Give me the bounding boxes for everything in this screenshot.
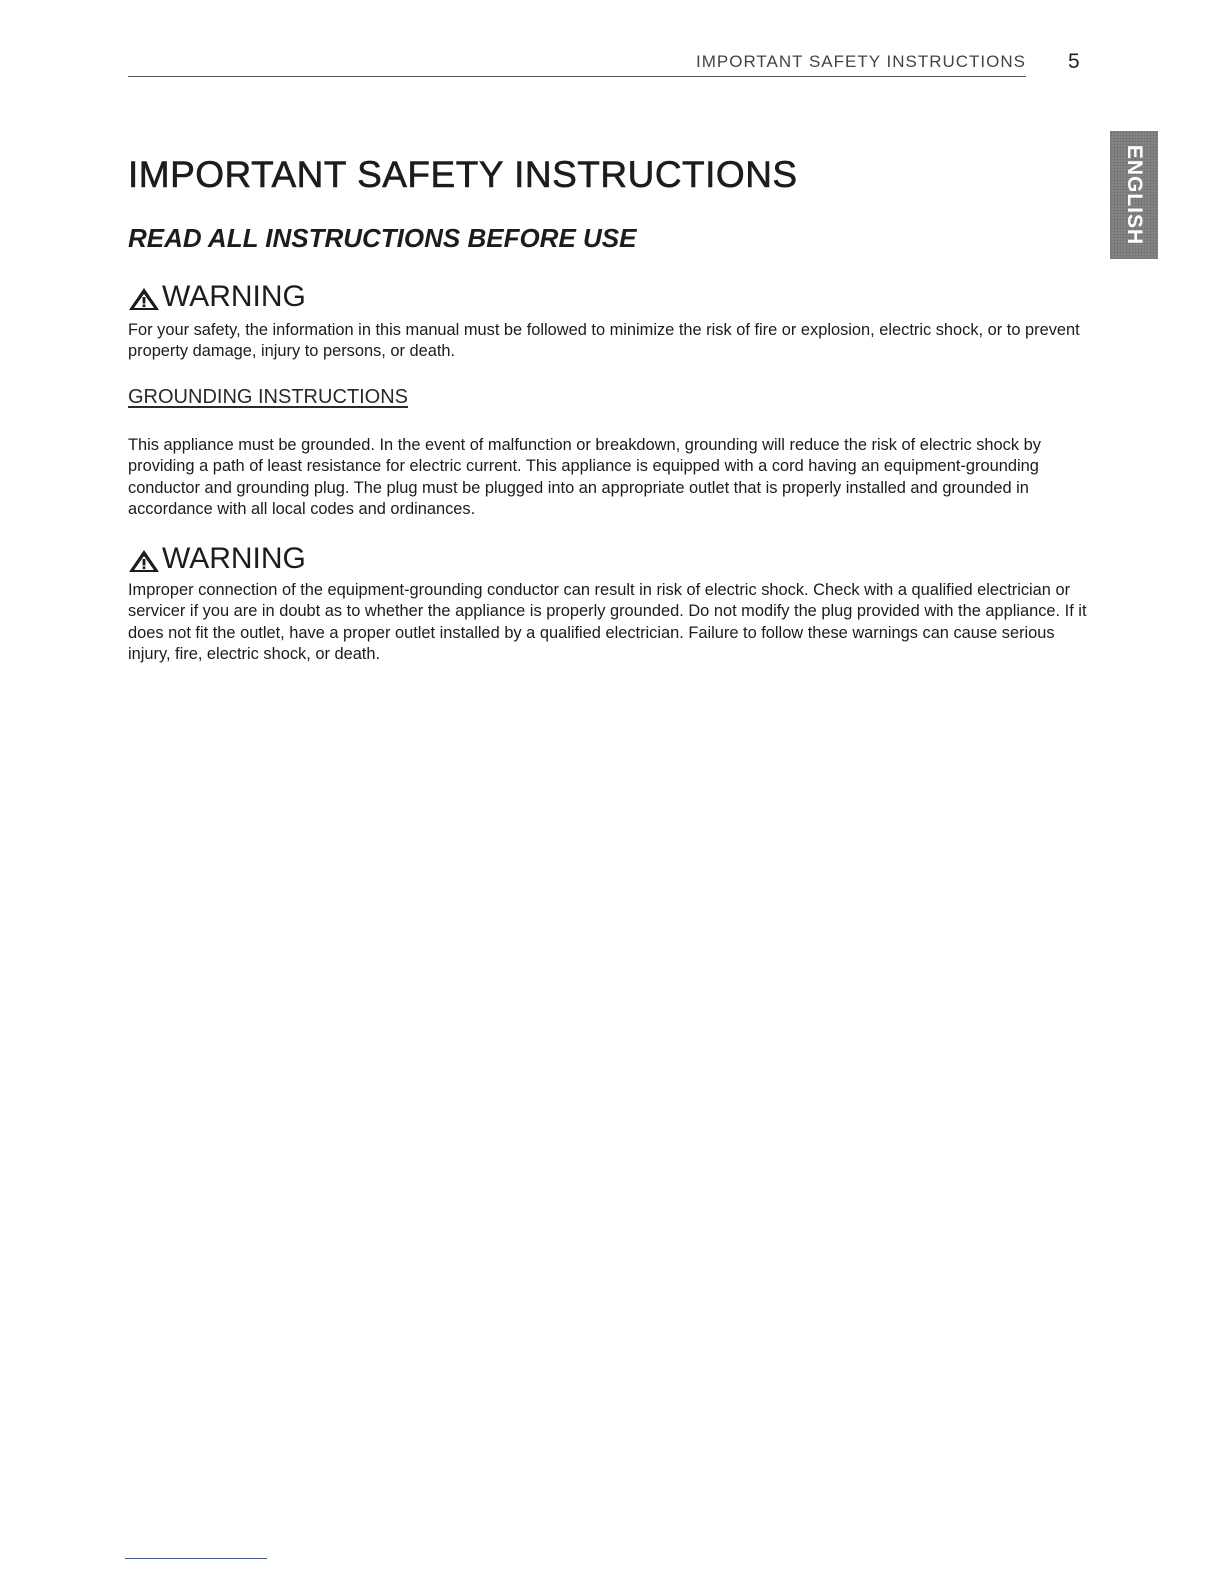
- page-number: 5: [1068, 50, 1080, 73]
- warning-1-text: For your safety, the information in this manual must be followed to minimize the risk of fire or explosion, electric shock, or to prevent property damage, injury to persons, or death.: [128, 321, 1080, 361]
- running-header: [128, 50, 1026, 77]
- running-header-title: IMPORTANT SAFETY INSTRUCTIONS: [696, 52, 1026, 71]
- warning-heading-2-label: WARNING: [162, 542, 306, 575]
- language-tab: [1110, 131, 1158, 259]
- warning-triangle-icon: [128, 285, 160, 309]
- warning-2-text: Improper connection of the equipment-grounding conductor can result in risk of electric shock. Check with a qualified electrician or servicer if you are in doubt as to whether the appliance is properly grounded. Do not modify the plug provided with the appliance. If it does not fit the outlet, have a proper outlet installed by a qualified electrician. Failure to follow these warnings can cause serious injury, fire, electric shock, or death.: [128, 581, 1087, 664]
- page-subtitle: READ ALL INSTRUCTIONS BEFORE USE: [128, 223, 637, 253]
- warning-heading-1: [128, 280, 306, 314]
- warning-heading-2: [128, 542, 306, 576]
- grounding-heading: GROUNDING INSTRUCTIONS: [128, 386, 408, 408]
- grounding-text: This appliance must be grounded. In the event of malfunction or breakdown, grounding will reduce the risk of electric shock by providing a path of least resistance for electric current. This appliance is equipped with a cord having an equipment-grounding conductor and grounding plug. The plug must be plugged into an appropriate outlet that is properly installed and grounded in accordance with all local codes and ordinances.: [128, 436, 1041, 519]
- language-tab-label: ENGLISH: [1123, 144, 1146, 246]
- warning-triangle-icon: [128, 547, 160, 571]
- warning-heading-1-label: WARNING: [162, 280, 306, 313]
- footnote-divider: [125, 1558, 267, 1559]
- page-title: IMPORTANT SAFETY INSTRUCTIONS: [128, 154, 798, 195]
